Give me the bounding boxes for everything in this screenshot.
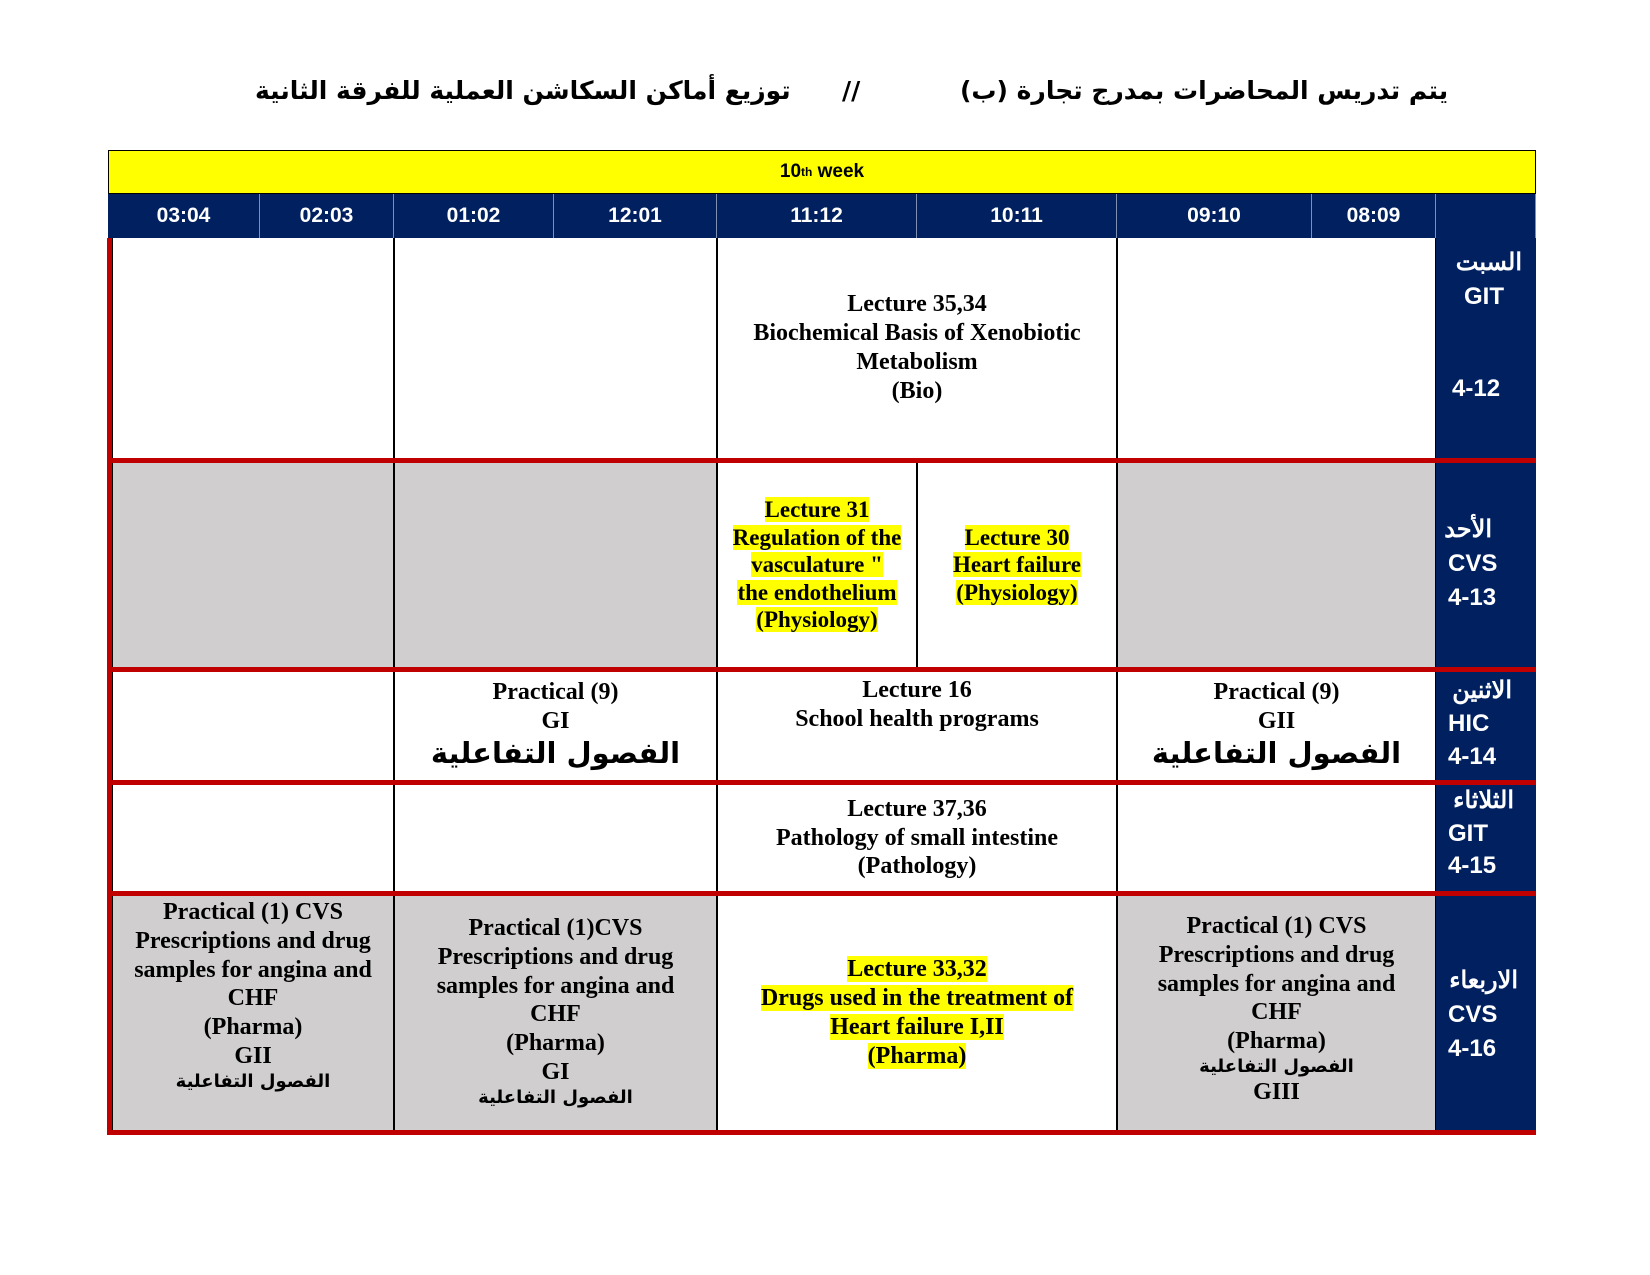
sat-lecture-topic: Biochemical Basis of Xenobiotic Metabolism (753, 320, 1081, 375)
wed-practical-giii-dept: (Pharma) (1227, 1028, 1326, 1055)
mon-practical-gi (394, 672, 717, 780)
header-separator: // (842, 76, 861, 105)
sat-lecture-title: Lecture 35,34 (847, 291, 987, 318)
day-name: الأحد (1444, 516, 1492, 543)
mon-lecture-title: Lecture 16 (862, 677, 972, 703)
day-date: 4-15 (1448, 852, 1497, 880)
sun-empty-early (1117, 463, 1436, 667)
time-slot-corner (1436, 194, 1536, 238)
mon-lecture-topic: School health programs (795, 705, 1039, 732)
wed-practical-gii-group: GII (234, 1042, 272, 1069)
sun-lecture-31-topic: Regulation of the vasculature " (732, 524, 902, 578)
day-module: GIT (1448, 819, 1488, 847)
week-bar (108, 150, 1536, 194)
sun-lecture-31-title: Lecture 31 (764, 497, 870, 523)
mon-practical-gi-group: GI (541, 707, 570, 734)
header-lecture-hall-note: يتم تدريس المحاضرات بمدرج تجارة (ب) (960, 76, 1449, 105)
day-date: 4-12 (1452, 375, 1501, 403)
time-slot-7: 03:04 (108, 194, 260, 238)
wed-practical-giii-group: GIII (1253, 1078, 1300, 1105)
wed-practical-gi-dept: (Pharma) (506, 1030, 605, 1057)
mon-practical-gii (1117, 672, 1436, 780)
tue-empty-late (112, 785, 394, 891)
wed-practical-gii (112, 896, 394, 1130)
mon-practical-gii-title: Practical (9) (1213, 679, 1340, 705)
sun-lecture-31-dept: (Physiology) (756, 607, 878, 633)
header-practical-places-note: توزيع أماكن السكاشن العملية للفرقة الثانية (255, 76, 791, 105)
row-divider-4 (107, 891, 1536, 896)
wed-lecture-topic: Drugs used in the treatment of Heart failure I,II (760, 985, 1074, 1040)
day-label-sun (1436, 463, 1536, 667)
sun-lecture-30-topic: Heart failure (953, 552, 1081, 578)
table-left-border (107, 238, 112, 1135)
day-module: HIC (1448, 710, 1490, 738)
sun-lecture-30-title: Lecture 30 (964, 524, 1070, 550)
wed-practical-gi-topic: Prescriptions and drug samples for angina and CHF (436, 943, 675, 1028)
row-divider-3 (107, 780, 1536, 785)
day-date: 4-14 (1448, 743, 1497, 771)
sat-empty-late (112, 238, 394, 458)
table-bottom-border (107, 1130, 1536, 1135)
day-name: الاثنين (1452, 677, 1512, 704)
mon-empty-late (112, 672, 394, 780)
time-slot-5: 01:02 (394, 194, 554, 238)
sun-empty-late (112, 463, 394, 667)
sat-lecture-dept: (Bio) (891, 377, 943, 404)
wed-lecture (717, 896, 1117, 1130)
mon-lecture (717, 672, 1117, 780)
day-module: GIT (1464, 283, 1504, 311)
sun-lecture-30-dept: (Physiology) (956, 579, 1078, 605)
wed-practical-gi-place: الفصول التفاعلية (478, 1086, 633, 1108)
sun-empty-mid (394, 463, 717, 667)
sat-empty-mid (394, 238, 717, 458)
tue-empty-mid (394, 785, 717, 891)
mon-practical-gi-title: Practical (9) (492, 679, 619, 705)
wed-practical-giii-place: الفصول التفاعلية (1199, 1055, 1354, 1077)
sun-lecture-31-topic-2: the endothelium (737, 579, 897, 605)
wed-practical-giii-topic: Prescriptions and drug samples for angina and CHF (1157, 941, 1396, 1026)
wed-lecture-dept: (Pharma) (867, 1042, 967, 1069)
day-module: CVS (1448, 550, 1498, 578)
day-name: الثلاثاء (1453, 787, 1514, 814)
mon-practical-gii-group: GII (1257, 707, 1296, 734)
day-date: 4-13 (1448, 584, 1497, 612)
day-label-sat (1436, 238, 1536, 458)
day-date: 4-16 (1448, 1035, 1497, 1063)
time-slot-2: 10:11 (917, 194, 1117, 238)
time-slot-6: 02:03 (260, 194, 394, 238)
mon-practical-gii-place: الفصول التفاعلية (1151, 735, 1402, 770)
wed-practical-gii-dept: (Pharma) (203, 1014, 303, 1041)
wed-lecture-title: Lecture 33,32 (847, 956, 987, 983)
week-word: week (817, 161, 865, 182)
sun-lecture-30 (917, 463, 1117, 667)
time-slot-3: 11:12 (717, 194, 917, 238)
wed-practical-gii-topic: Prescriptions and drug samples for angina and CHF (134, 927, 372, 1012)
row-divider-1 (107, 458, 1536, 463)
day-name: السبت (1455, 249, 1522, 276)
time-slot-4: 12:01 (554, 194, 717, 238)
day-label-wed (1436, 896, 1536, 1130)
wed-practical-gi-title: Practical (1)CVS (468, 915, 643, 941)
tue-lecture-dept: (Pathology) (857, 853, 977, 880)
day-name: الاربعاء (1449, 967, 1518, 994)
wed-practical-giii (1117, 896, 1436, 1130)
wed-practical-gii-place: الفصول التفاعلية (175, 1070, 331, 1092)
sat-empty-early (1117, 238, 1436, 458)
day-label-tue (1436, 785, 1536, 891)
tue-lecture-title: Lecture 37,36 (847, 795, 987, 822)
sat-lecture (717, 238, 1117, 458)
mon-practical-gi-place: الفصول التفاعلية (430, 735, 681, 770)
day-module: CVS (1448, 1001, 1498, 1029)
week-suffix: th (801, 165, 813, 179)
wed-practical-gi-group: GI (541, 1058, 570, 1085)
time-slot-0: 08:09 (1312, 194, 1436, 238)
tue-lecture-topic: Pathology of small intestine (776, 824, 1058, 851)
wed-practical-giii-title: Practical (1) CVS (1186, 913, 1367, 939)
wed-practical-gii-title: Practical (1) CVS (163, 899, 343, 925)
tue-empty-early (1117, 785, 1436, 891)
week-number: 10 (779, 161, 802, 182)
time-slot-1: 09:10 (1117, 194, 1312, 238)
tue-lecture (717, 785, 1117, 891)
wed-practical-gi (394, 896, 717, 1130)
sun-lecture-31 (717, 463, 917, 667)
row-divider-2 (107, 667, 1536, 672)
day-label-mon (1436, 672, 1536, 780)
